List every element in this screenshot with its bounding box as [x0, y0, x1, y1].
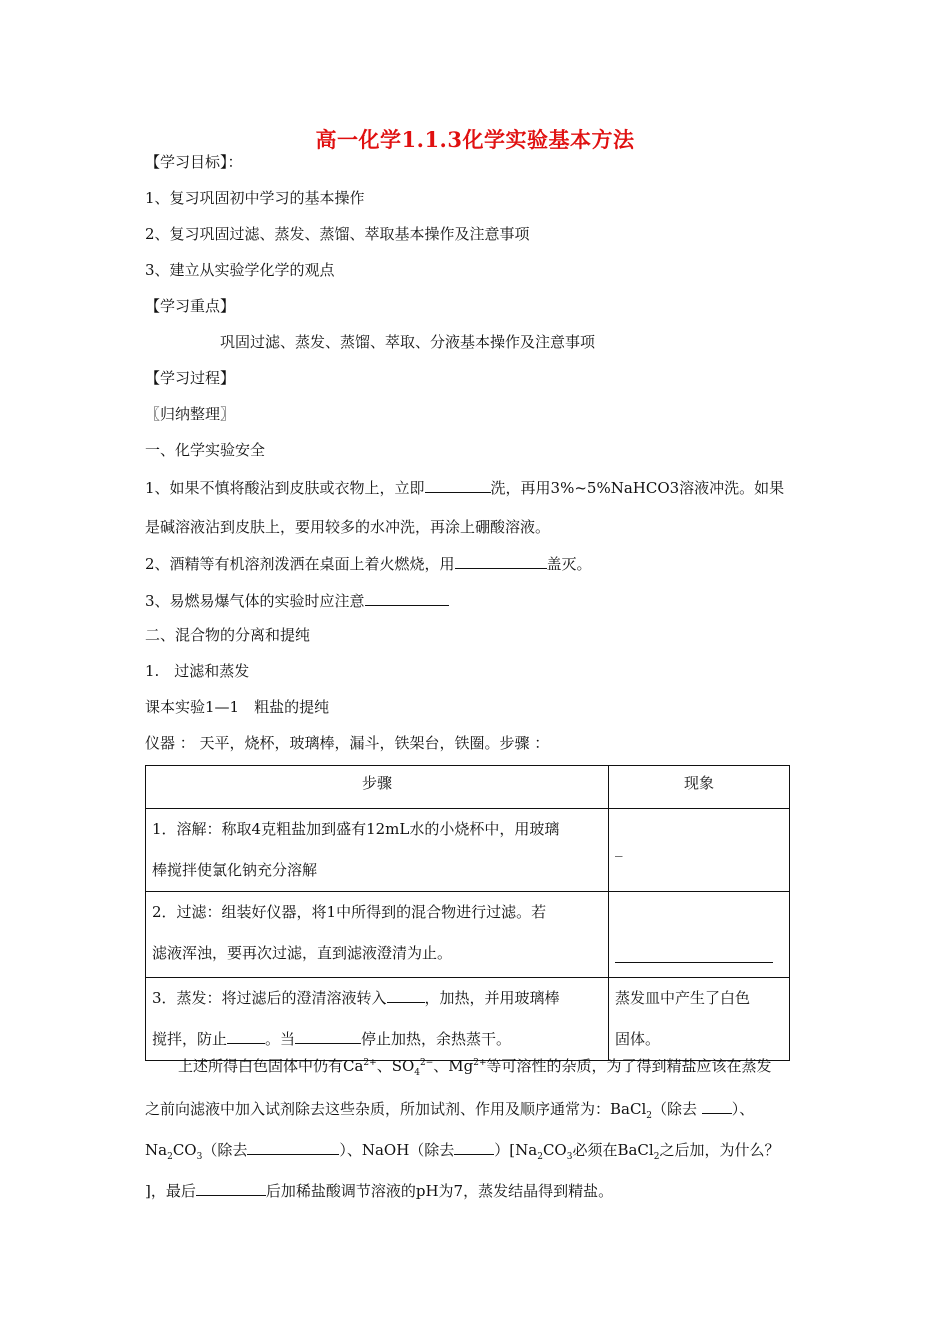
- phenomenon-evaporate: 蒸发皿中产生了白色 固体。: [609, 978, 790, 1061]
- answer-blank[interactable]: [196, 1180, 266, 1196]
- answer-blank[interactable]: [295, 1028, 361, 1044]
- experiment-title: 课本实验1—1 粗盐的提纯: [145, 698, 330, 716]
- focus-text: 巩固过滤、蒸发、蒸馏、萃取、分液基本操作及注意事项: [220, 333, 596, 351]
- answer-blank[interactable]: [227, 1028, 265, 1044]
- impurity-para-line2: 之前向滤液中加入试剂除去这些杂质，所加试剂、作用及顺序通常为：BaCl$_2$（除去 ）、: [145, 1100, 755, 1121]
- answer-blank[interactable]: [702, 1098, 732, 1114]
- section1-heading: 一、化学实验安全: [145, 441, 266, 459]
- instruments-line: 仪器 ： 天平，烧杯，玻璃棒，漏斗，铁架台，铁圈。步骤 ：: [145, 734, 550, 752]
- answer-blank[interactable]: [615, 948, 773, 963]
- answer-blank[interactable]: [247, 1139, 339, 1155]
- table-row: [146, 809, 790, 892]
- page-title: 高一化学1.1.3化学实验基本方法: [315, 127, 635, 152]
- answer-blank[interactable]: [454, 1139, 494, 1155]
- phenomenon-dissolve[interactable]: _: [609, 809, 790, 892]
- header-phenomenon: 现象: [609, 766, 790, 809]
- focus-heading: 【学习重点】: [145, 297, 236, 315]
- objective-3: 3、建立从实验学化学的观点: [145, 261, 335, 279]
- impurity-para-line1: 上述所得白色固体中仍有$Ca^{2+}$、$SO_4^{2-}$、$Mg^{2+}$等可溶性的杂质，为了得到精盐应该在蒸发: [178, 1057, 772, 1078]
- table-row: [146, 892, 790, 978]
- steps-table: [145, 765, 790, 1061]
- safety-q1-line2: 是碱溶液沾到皮肤上，要用较多的水冲洗，再涂上硼酸溶液。: [145, 518, 551, 536]
- safety-q2: 2、酒精等有机溶剂泼洒在桌面上着火燃烧，用 盖灭。: [145, 555, 592, 573]
- section2-heading: 二、混合物的分离和提纯: [145, 626, 311, 644]
- impurity-para-line4: ]，最后 后加稀盐酸调节溶液的pH为7，蒸发结晶得到精盐。: [145, 1182, 614, 1200]
- answer-blank[interactable]: [365, 590, 449, 606]
- table-header-row: [146, 766, 790, 809]
- step-dissolve: 1．溶解：称取4克粗盐加到盛有12mL水的小烧杯中，用玻璃 棒搅拌使氯化钠充分溶解: [146, 809, 609, 892]
- process-heading: 【学习过程】: [145, 369, 236, 387]
- answer-blank[interactable]: [455, 553, 547, 569]
- step-evaporate: 3．蒸发：将过滤后的澄清溶液转入 ，加热，并用玻璃棒 搅拌，防止 。当 停止加热，余热蒸干。: [146, 978, 609, 1061]
- safety-q1-line1: 1、如果不慎将酸沾到皮肤或衣物上，立即 洗，再用3%~5%NaHCO3溶液冲洗。如果: [145, 479, 785, 497]
- table-row: [146, 978, 790, 1061]
- process-sub: 〖归纳整理〗: [145, 405, 236, 423]
- safety-q3: 3、易燃易爆气体的实验时应注意: [145, 590, 449, 611]
- answer-blank[interactable]: [425, 477, 491, 493]
- step-filter: 2．过滤：组装好仪器，将1中所得到的混合物进行过滤。若 滤液浑浊，要再次过滤，直到滤液澄清为止。: [146, 892, 609, 978]
- header-steps: 步骤: [146, 766, 609, 809]
- answer-blank[interactable]: [387, 987, 425, 1003]
- objectives-heading: 【学习目标】：: [145, 153, 243, 171]
- objective-2: 2、复习巩固过滤、蒸发、蒸馏、萃取基本操作及注意事项: [145, 225, 530, 243]
- impurity-para-line3: $Na_2CO_3$（除去 ）、NaOH（除去 ）[$Na_2CO_3$必须在BaCl$_2$之后加，为什么？: [145, 1141, 780, 1162]
- objective-1: 1、复习巩固初中学习的基本操作: [145, 189, 365, 207]
- phenomenon-filter[interactable]: [609, 892, 790, 978]
- section2-sub1: 1. 过滤和蒸发: [145, 662, 250, 680]
